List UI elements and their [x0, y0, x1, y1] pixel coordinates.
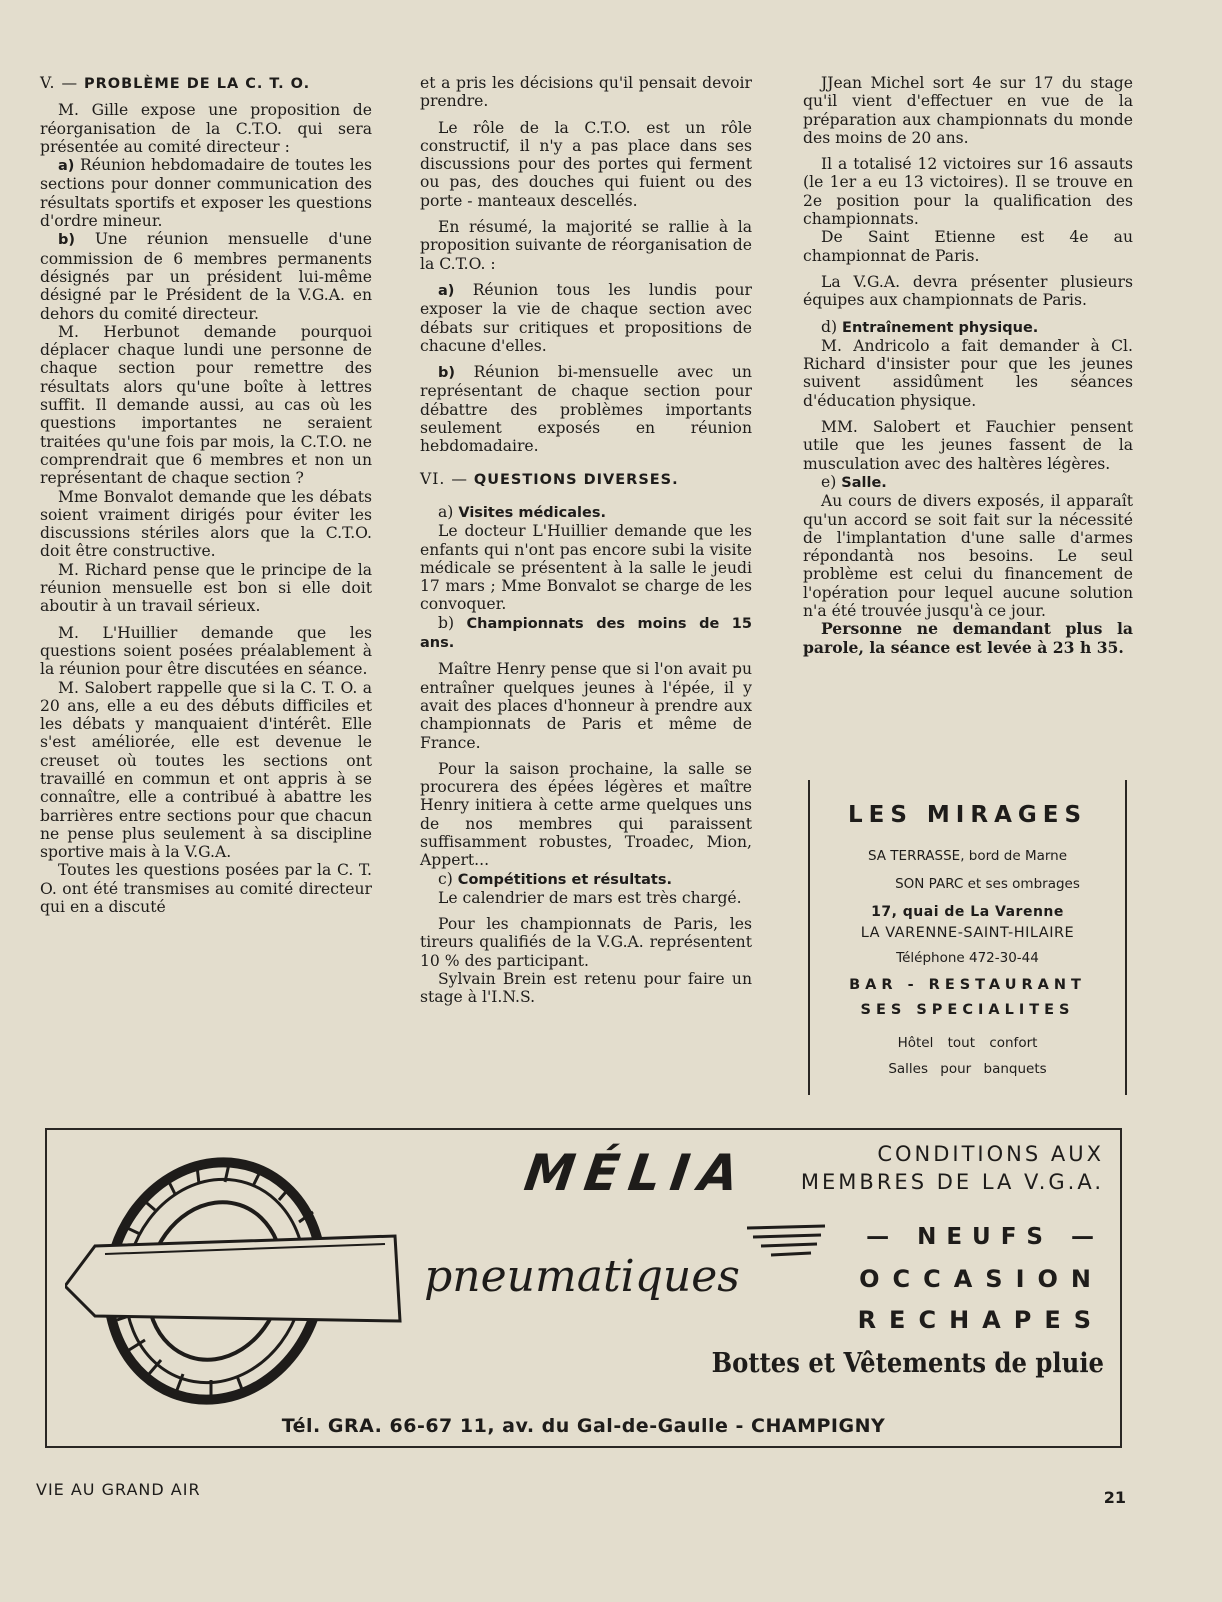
melia-conditions-line: MEMBRES DE LA V.G.A. [800, 1170, 1104, 1194]
speed-lines-icon [747, 1224, 827, 1264]
item-label: b) [438, 613, 455, 632]
item-label: a) [438, 282, 455, 299]
paragraph [420, 363, 752, 455]
item-text: Réunion bi-mensuelle avec un représentant de chaque section pour débattre des problèmes importants seulement exposés en réunion hebdomadaire. [420, 363, 752, 456]
subheading-title: Compétitions et résultats. [457, 871, 672, 888]
ad-line: SA TERRASSE, bord de Marne [867, 848, 1068, 864]
paragraph: Pour la saison prochaine, la salle se procurera des épées légères et maître Henry initiera à cette arme quelques uns de nos membres qui paraissent suffisamment robustes, Troadec, Mion, Appert... [420, 759, 752, 870]
paragraph: Le rôle de la C.T.O. est un rôle constructif, il n'y a pas place dans ses discussions pour des portes qui ferment ou pas, des douches qui fuient ou des porte - manteaux descellés. [420, 118, 752, 210]
magazine-name: VIE AU GRAND AIR [36, 1480, 201, 1499]
melia-occasion: OCCASION [859, 1265, 1104, 1293]
item-label: a) [438, 502, 454, 521]
ad-business-name: LES MIRAGES [847, 802, 1088, 828]
melia-neufs: — NEUFS — [866, 1224, 1104, 1250]
paragraph: Au cours de divers exposés, il apparaît qu'un accord se soit fait sur la nécessité de l'implantation d'une salle d'armes répondantà nos besoins. Le seul problème est celui du financement de l'opération pour lequel aucune solution n'a été trouvée jusqu'à ce jour. [803, 492, 1133, 621]
paragraph: Maître Henry pense que si l'on avait pu entraîner quelques jeunes à l'épée, il y avait des places d'honneur à prendre aux championnats de Paris et même de France. [420, 660, 752, 752]
paragraph: La V.G.A. devra présenter plusieurs équipes aux championnats de Paris. [803, 272, 1133, 310]
paragraph [40, 230, 372, 322]
item-label: a) [58, 158, 75, 175]
paragraph: M. Andricolo a fait demander à Cl. Richard d'insister pour que les jeunes suivent assidûment les séances d'éducation physique. [803, 336, 1133, 410]
item-text: Une réunion mensuelle d'une commission de 6 membres permanents désignés par un président lui-même désigné par le Président de la V.G.A. en dehors du comité directeur. [40, 230, 372, 323]
section-number: V. — [40, 74, 79, 92]
paragraph: Pour les championnats de Paris, les tireurs qualifiés de la V.G.A. représentent 10 % des participant. [420, 915, 752, 970]
paragraph: De Saint Etienne est 4e au championnat de Paris. [803, 228, 1133, 265]
subheading [420, 870, 752, 889]
ad-line: Salles pour banquets [888, 1061, 1047, 1077]
ad-address: 17, quai de La Varenne [871, 904, 1064, 920]
melia-bottes: Bottes et Vêtements de pluie [711, 1348, 1104, 1379]
ad-line: BAR - RESTAURANT [849, 977, 1086, 993]
ad-phone: Téléphone 472-30-44 [896, 950, 1039, 966]
ad-line: SES SPECIALITES [860, 1002, 1075, 1018]
paragraph: Il a totalisé 12 victoires sur 16 assauts (le 1er a eu 13 victoires). Il se trouve en 2e position pour la qualification des championnats. [803, 155, 1133, 229]
subheading [803, 473, 1133, 492]
subheading [420, 503, 752, 522]
page-number: 21 [1103, 1488, 1126, 1507]
section-number: VI. — [420, 469, 468, 488]
paragraph: Le calendrier de mars est très chargé. [438, 888, 742, 907]
section-title: PROBLÈME DE LA C. T. O. [84, 76, 311, 92]
paragraph: M. Richard pense que le principe de la réunion mensuelle est bon si elle doit aboutir à un travail sérieux. [40, 560, 372, 616]
paragraph: et a pris les décisions qu'il pensait devoir prendre. [420, 74, 752, 111]
section-heading-v [40, 74, 372, 93]
ad-line: SON PARC et ses ombrages [895, 876, 1080, 892]
paragraph [420, 281, 752, 355]
les-mirages-ad [808, 780, 1127, 1095]
subheading [420, 614, 752, 653]
subheading-title: Visites médicales. [458, 504, 606, 521]
item-label: c) [438, 869, 453, 888]
section-heading-vi [420, 470, 752, 489]
item-text: Réunion hebdomadaire de toutes les sections pour donner communication des résultats sportifs et exposer les questions d'ordre mineur. [40, 156, 372, 231]
paragraph: M. L'Huillier demande que les questions soient posées préalablement à la réunion pour être discutées en séance. [40, 623, 372, 679]
paragraph: Mme Bonvalot demande que les débats soient vraiment dirigés pour éviter les discussions stériles alors que la C.T.O. doit être constructive. [40, 487, 372, 561]
section-title: QUESTIONS DIVERSES. [473, 471, 679, 488]
paragraph: MM. Salobert et Fauchier pensent utile que les jeunes fassent de la musculation avec des haltères légères. [803, 418, 1133, 473]
closing-paragraph: Personne ne demandant plus la parole, la séance est levée à 23 h 35. [803, 619, 1133, 657]
item-label: b) [438, 365, 456, 382]
melia-rechapes: RECHAPES [857, 1306, 1104, 1334]
ad-town: LA VARENNE-SAINT-HILAIRE [860, 925, 1075, 941]
paragraph: M. Herbunot demande pourquoi déplacer chaque lundi une personne de chaque section pour remettre des résultats alors qu'une boîte à lettres suffit. Il demande aussi, au cas où les questions importantes ne seraient traitées qu'une fois par mois, la C.T.O. ne comprendrait que 6 membres et non un représentant de chaque section ? [40, 322, 372, 488]
melia-ad [45, 1128, 1122, 1448]
item-label: d) [821, 317, 838, 336]
article-column-3 [803, 74, 1133, 657]
paragraph: En résumé, la majorité se rallie à la proposition suivante de réorganisation de la C.T.O. : [420, 218, 752, 273]
ad-line: Hôtel tout confort [897, 1035, 1038, 1051]
article-column-1 [40, 74, 372, 916]
article-column-2 [420, 74, 752, 1007]
item-text: Réunion tous les lundis pour exposer la vie de chaque section avec débats sur critiques et propositions de chacune d'elles. [420, 280, 752, 355]
subheading-title: Championnats des moins de 15 ans. [420, 615, 752, 652]
item-label: b) [58, 232, 76, 249]
melia-brand-name: MÉLIA [520, 1144, 753, 1202]
paragraph: Sylvain Brein est retenu pour faire un stage à l'I.N.S. [420, 970, 752, 1007]
item-label: e) [821, 472, 837, 491]
paragraph: M. Gille expose une proposition de réorganisation de la C.T.O. qui sera présentée au comité directeur : [40, 101, 372, 156]
paragraph: M. Salobert rappelle que si la C. T. O. a 20 ans, elle a eu des débuts difficiles et les débats y manquaient d'intérêt. Elle s'est améliorée, elle est devenue le creuset où toutes les sections ont travaillé en commun et ont appris à se connaître, elle a contribué à abattre les barrières entre sections pour que chacun ne pense plus seulement à sa discipline sportive mais à la V.G.A. [40, 678, 372, 862]
subheading [803, 318, 1133, 337]
paragraph: Toutes les questions posées par la C. T. O. ont été transmises au comité directeur qui en a discuté [40, 861, 372, 917]
paragraph [40, 156, 372, 230]
paragraph: JJean Michel sort 4e sur 17 du stage qu'il vient d'effectuer en vue de la préparation aux championnats du monde des moins de 20 ans. [803, 74, 1133, 147]
melia-tagline: pneumatiques [424, 1251, 740, 1302]
paragraph: Le docteur L'Huillier demande que les enfants qui n'ont pas encore subi la visite médicale se présentent à la salle le jeudi 17 mars ; Mme Bonvalot se charge de les convoquer. [420, 522, 752, 614]
melia-contact-line: Tél. GRA. 66-67 11, av. du Gal-de-Gaulle - CHAMPIGNY [281, 1415, 886, 1437]
subheading-title: Salle. [841, 474, 887, 491]
melia-conditions-line: CONDITIONS AUX [877, 1142, 1104, 1166]
subheading-title: Entraînement physique. [842, 319, 1039, 336]
